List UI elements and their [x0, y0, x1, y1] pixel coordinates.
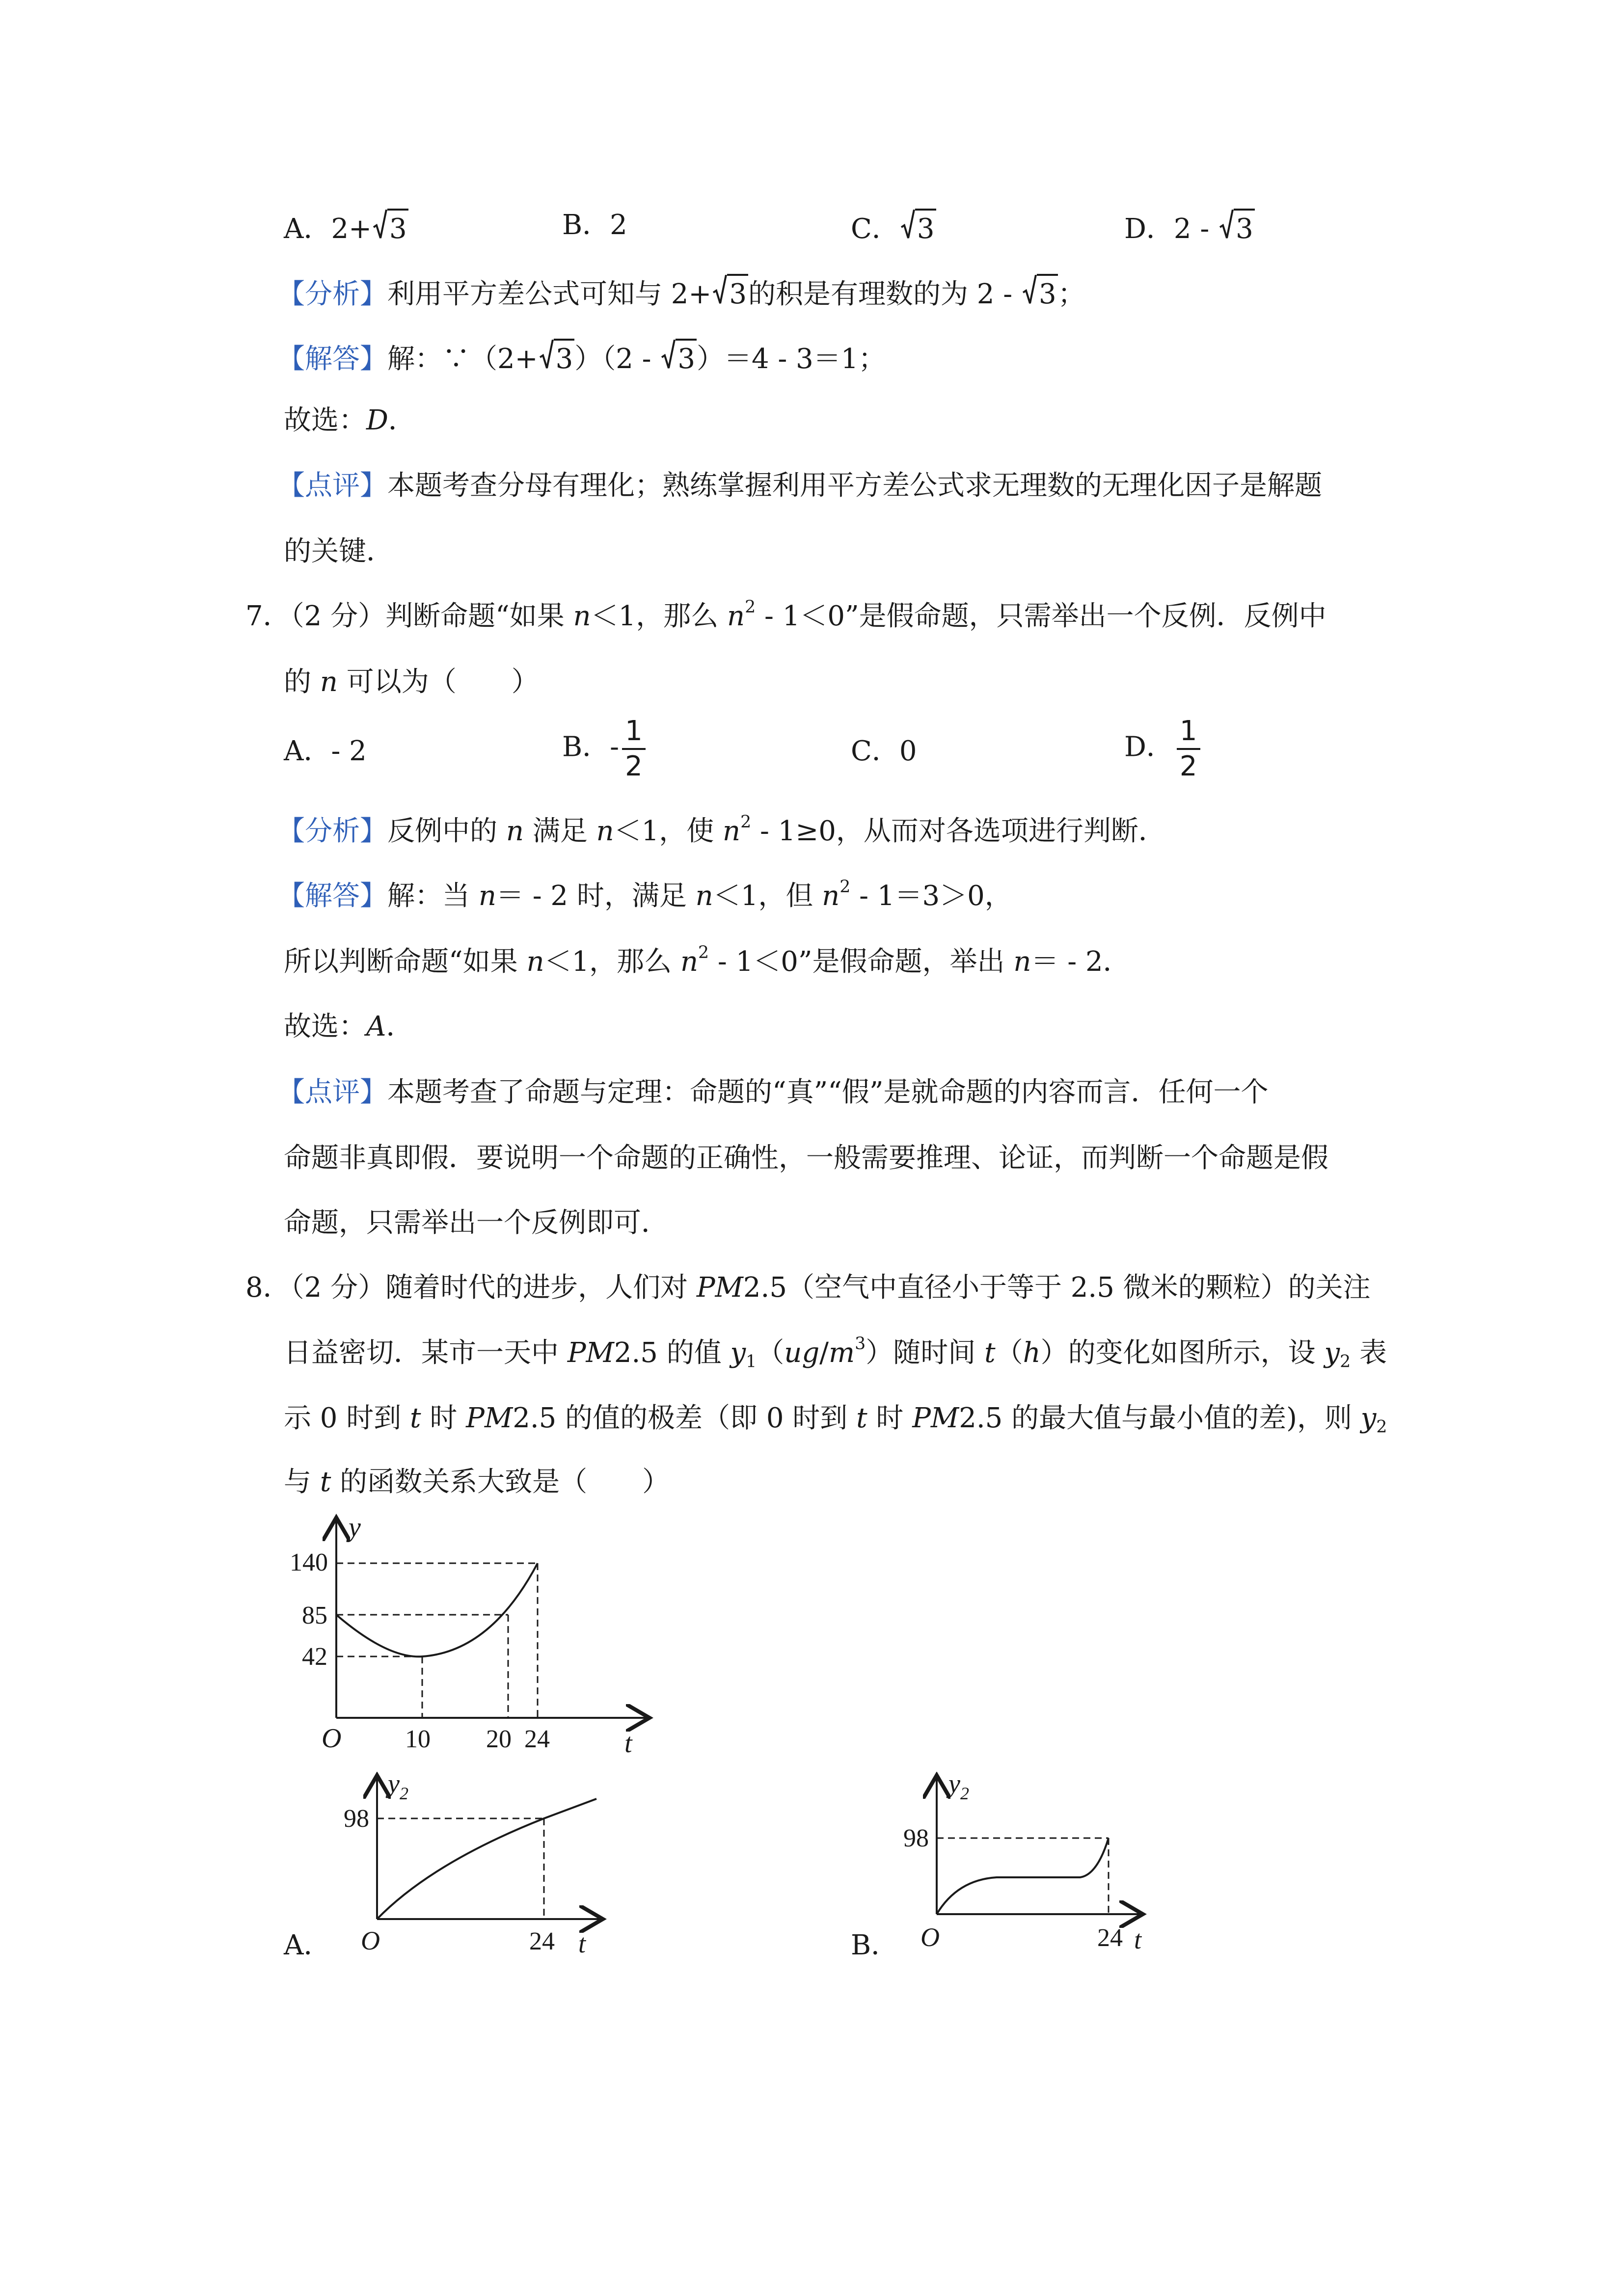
sqrt-symbol: 3 [900, 209, 936, 245]
q7-solution-line2: 所以判断命题“如果 n＜1，那么 $n^2$ ‐ 1＜0”是假命题，举出 n＝ ‐ 2． [284, 942, 1131, 978]
q7-choice: 故选：A． [284, 1011, 414, 1042]
y2-curve [377, 1799, 596, 1919]
q8-option-b-label: B． [851, 1929, 899, 1961]
pm25-graph [275, 1512, 658, 1757]
fraction: $\frac{1}{2}$ [622, 718, 646, 780]
q7-comment-cont2: 命题，只需举出一个反例即可． [284, 1207, 669, 1239]
q7-comment-cont1: 命题非真即假．要说明一个命题的正确性，一般需要推理、论证，而判断一个命题是假 [284, 1142, 1328, 1174]
q8-stem-line3: 示 0 时到 t 时 PM2.5 的值的极差（即 0 时到 t 时 PM2.5 的最大值与最小值的差)，则 $y_2$ [284, 1402, 1387, 1437]
q6-choice: 故选：D． [284, 404, 416, 436]
q6-comment: 【点评】本题考查分母有理化；熟练掌握利用平方差公式求无理数的无理化因子是解题 [277, 470, 1322, 502]
q7-option-c: C．0 [851, 735, 917, 767]
q7-analysis: 【分析】反例中的 n 满足 n＜1，使 $n^2$ ‐ 1≥0，从而对各选项进行判断． [277, 812, 1166, 847]
origin-label: O [322, 1723, 342, 1754]
y-axis-label: $y_2$ [948, 1772, 969, 1803]
q6-option-a: A．2+ 3 [284, 209, 408, 245]
x-tick-label: 10 [405, 1725, 431, 1753]
comment-tag: 【点评】 [277, 1076, 387, 1108]
y-tick-label: 140 [290, 1548, 328, 1576]
q8-stem-line4: 与 t 的函数关系大致是（ ） [284, 1466, 670, 1498]
y-tick-label: 42 [302, 1643, 327, 1671]
question-number: 7． [245, 600, 291, 632]
analysis-tag: 【分析】 [277, 815, 387, 847]
guide-line [377, 1818, 544, 1919]
sqrt-symbol: 3 [1219, 209, 1255, 245]
x-tick-label: 24 [1097, 1924, 1123, 1952]
sqrt-symbol: 3 [539, 339, 575, 375]
comment-tag: 【点评】 [277, 470, 387, 502]
fraction: $\frac{1}{2}$ [1177, 718, 1200, 780]
q8-stem-line1: 8．（2 分）随着时代的进步，人们对 PM2.5（空气中直径小于等于 2.5 微米的颗粒）的关注 [245, 1272, 1371, 1304]
y-tick-label: 98 [344, 1805, 369, 1833]
y-tick-label: 98 [903, 1824, 929, 1852]
sqrt-symbol: 3 [712, 274, 748, 311]
solution-tag: 【解答】 [277, 343, 387, 375]
q7-comment: 【点评】本题考查了命题与定理：命题的“真”“假”是就命题的内容而言．任何一个 [277, 1076, 1269, 1108]
x-axis-label: t [624, 1728, 632, 1757]
question-number: 8． [245, 1272, 291, 1304]
q7-option-b: B．‐ $\frac{1}{2}$ [562, 718, 649, 780]
sqrt-symbol: 3 [373, 209, 408, 245]
origin-label: O [920, 1922, 940, 1952]
q6-option-d: D．2 ‐ 3 [1124, 209, 1255, 245]
q7-stem-line1: 7．（2 分）判断命题“如果 n＜1，那么 $n^2$ ‐ 1＜0”是假命题，只需举出一个反例．反例中 [245, 597, 1326, 632]
q6-comment-cont: 的关键． [284, 535, 394, 567]
guide-line [336, 1656, 422, 1718]
q6-option-b: B．2 [562, 209, 627, 241]
x-axis-label: t [1134, 1925, 1142, 1954]
q8-option-a-label: A． [284, 1929, 331, 1961]
q7-option-a: A．‐ 2 [284, 735, 367, 767]
sqrt-symbol: 3 [661, 339, 697, 375]
q6-solution: 【解答】解：∵（2+ 3）（2 ‐ 3）＝4 ‐ 3＝1； [277, 339, 886, 375]
q6-option-c: C． 3 [851, 209, 936, 245]
q8-stem-line2: 日益密切．某市一天中 PM2.5 的值 $y_1(ug/m^3)$随时间 t（h）的变化如图所示，设 $y_2$ 表 [284, 1334, 1387, 1372]
x-tick-label: 24 [524, 1725, 550, 1753]
solution-tag: 【解答】 [277, 880, 387, 912]
origin-label: O [361, 1926, 380, 1955]
option-a-graph [344, 1772, 619, 1958]
x-tick-label: 20 [486, 1725, 512, 1753]
analysis-tag: 【分析】 [277, 278, 387, 310]
y-tick-label: 85 [302, 1602, 327, 1629]
q7-stem-line2: 的 n 可以为（ ） [284, 666, 539, 698]
y-axis-label: y [349, 1512, 361, 1543]
sqrt-symbol: 3 [1022, 274, 1058, 311]
option-b-graph [903, 1772, 1178, 1958]
y-axis-label: $y_2$ [388, 1772, 408, 1803]
q7-option-d: D． $\frac{1}{2}$ [1124, 718, 1203, 780]
x-axis-label: t [578, 1929, 586, 1958]
q6-analysis: 【分析】利用平方差公式可知与 2+ 3的积是有理数的为 2 ‐ 3； [277, 274, 1085, 311]
q6-option-a-label: A． [284, 213, 331, 245]
q7-solution: 【解答】解：当 n＝ ‐ 2 时，满足 n＜1，但 $n^2$ ‐ 1＝3＞0， [277, 877, 1012, 912]
x-tick-label: 24 [529, 1927, 555, 1955]
y2-curve [937, 1838, 1109, 1914]
